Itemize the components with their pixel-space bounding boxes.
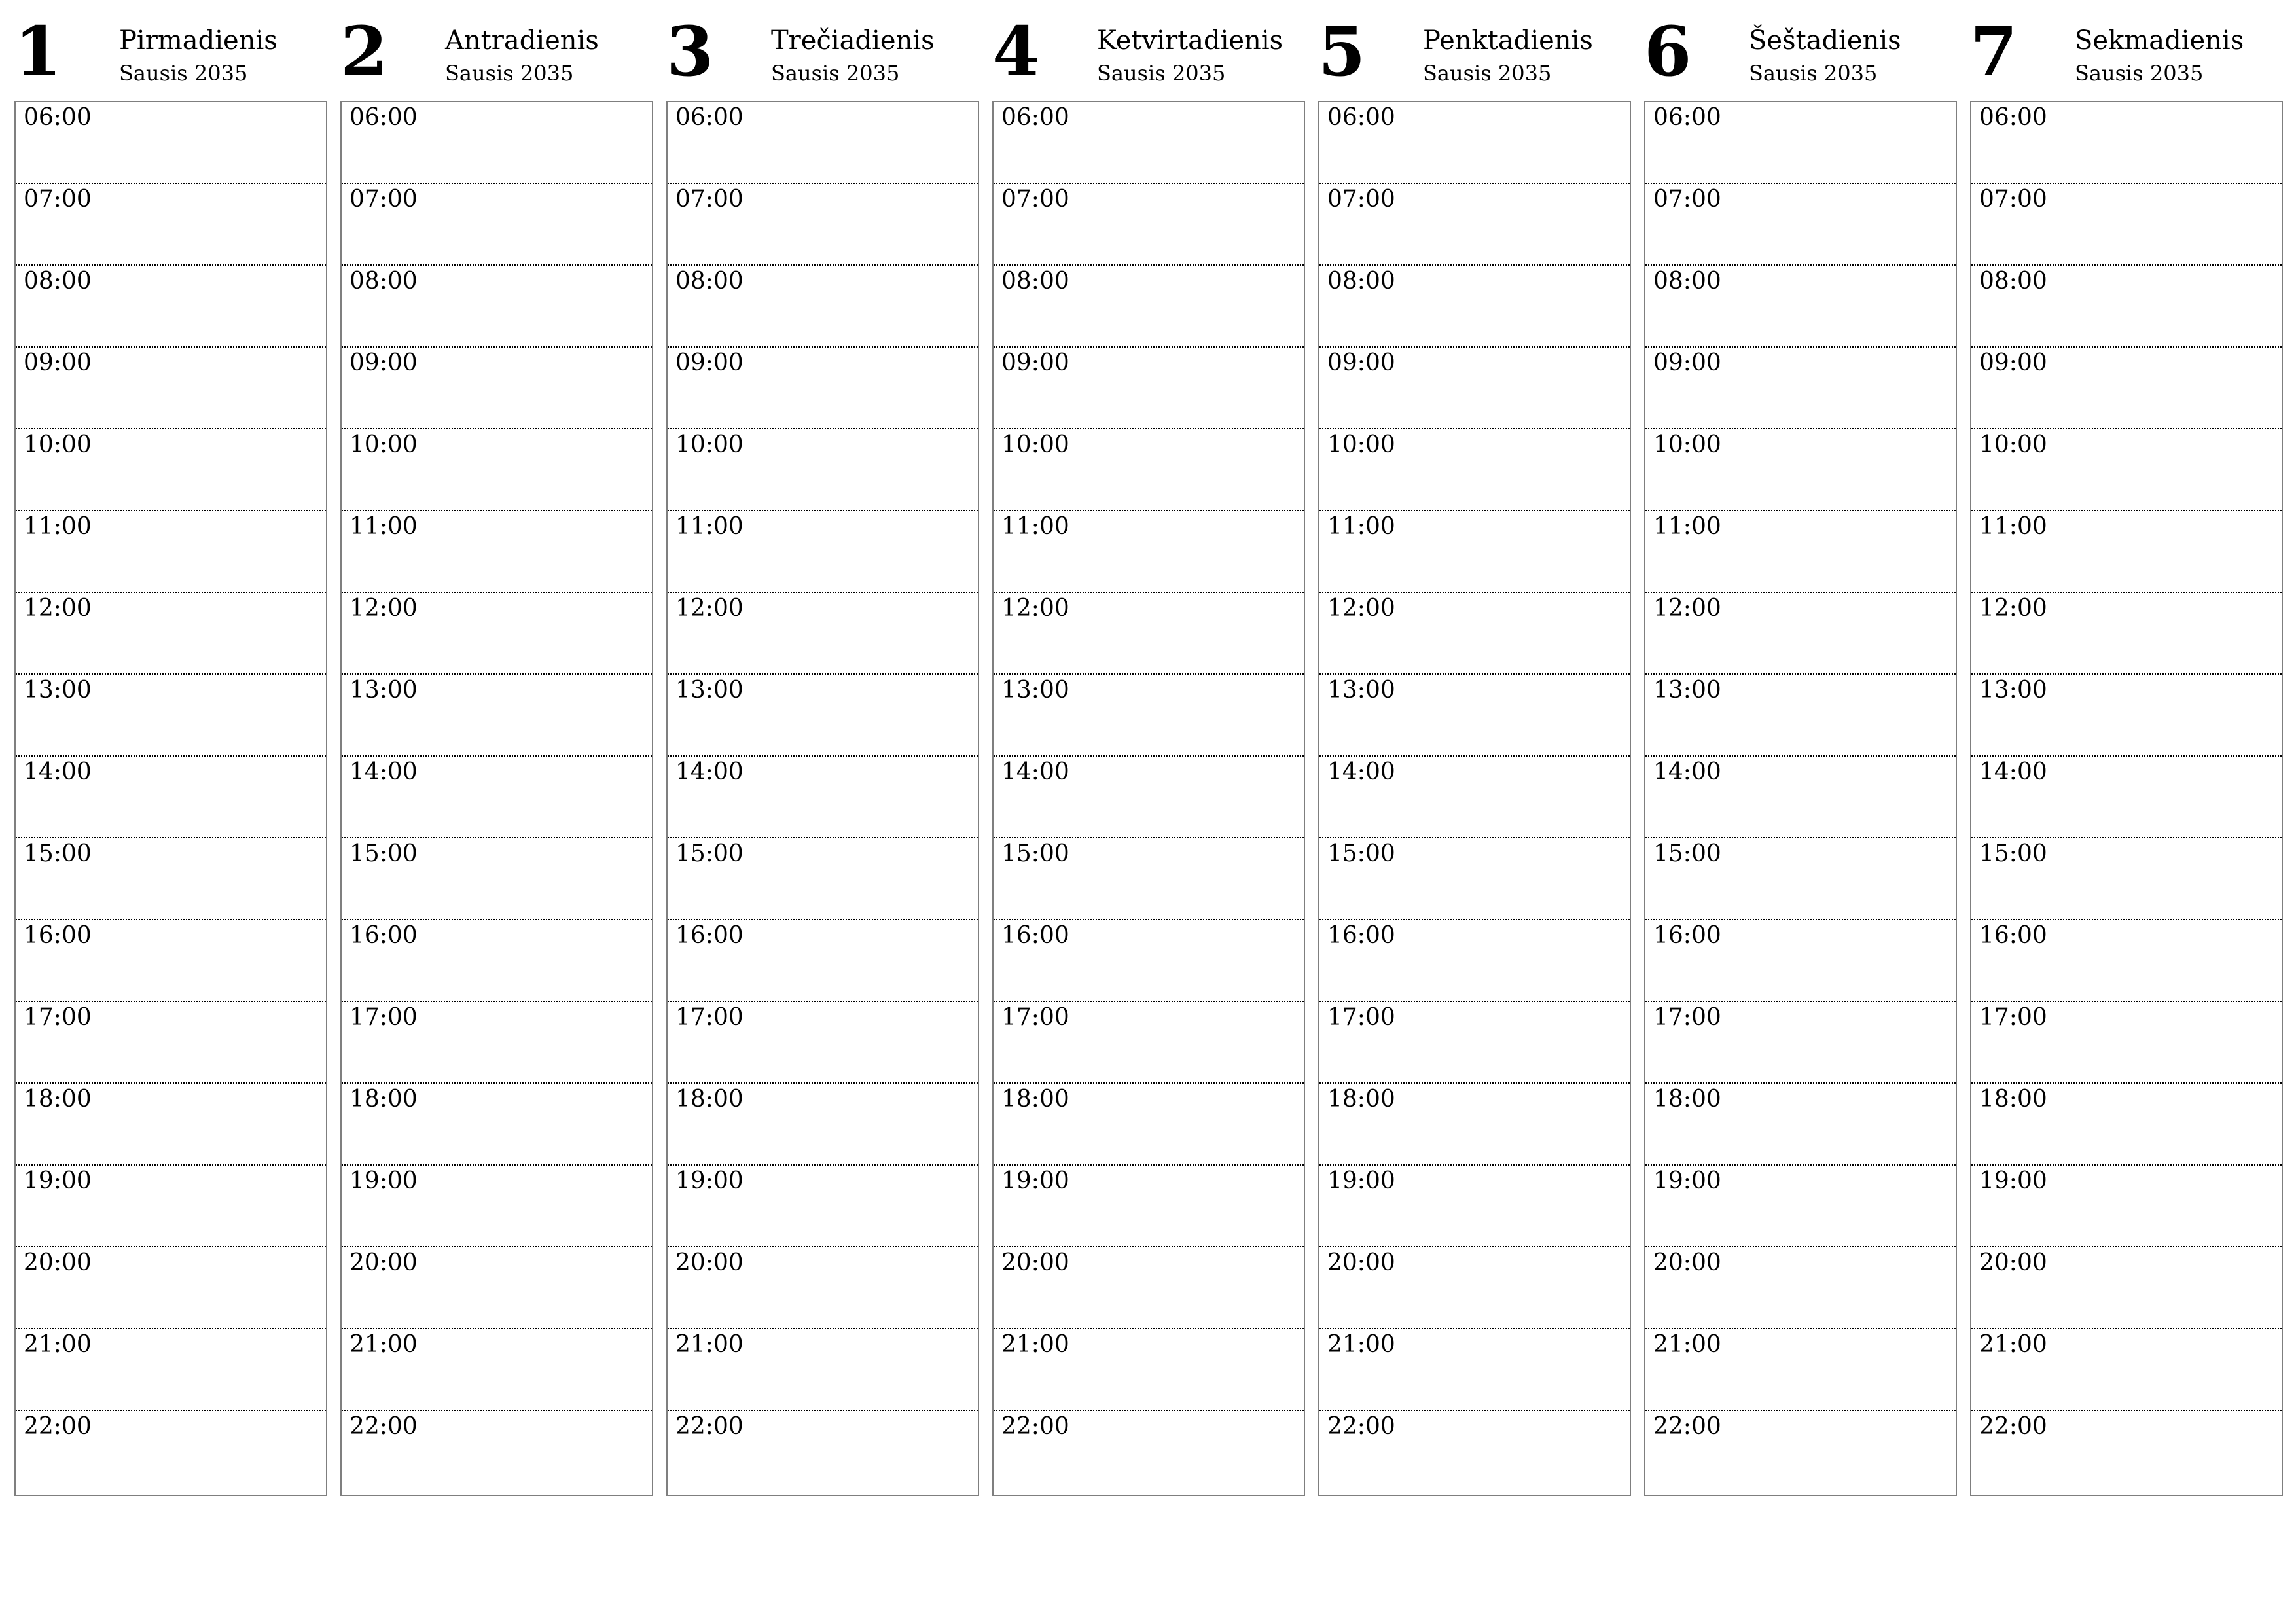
day-month: Sausis 2035 bbox=[2075, 61, 2204, 86]
hour-label: 14:00 bbox=[24, 758, 92, 785]
day-name: Šeštadienis bbox=[1749, 26, 1901, 56]
hour-label: 22:00 bbox=[1001, 1413, 1069, 1440]
day-header bbox=[992, 0, 1305, 99]
hour-label: 13:00 bbox=[350, 677, 418, 704]
day-number: 4 bbox=[992, 11, 1040, 92]
day-column bbox=[1318, 0, 1631, 1440]
hour-label: 16:00 bbox=[1327, 922, 1395, 949]
hour-label: 17:00 bbox=[24, 1004, 92, 1031]
day-column bbox=[666, 0, 979, 1440]
hour-label: 09:00 bbox=[1327, 349, 1395, 376]
hour-label: 21:00 bbox=[675, 1331, 744, 1358]
hour-label: 15:00 bbox=[675, 840, 744, 867]
hour-slot[interactable] bbox=[668, 1247, 978, 1329]
hour-slot[interactable] bbox=[342, 184, 652, 266]
hour-label: 06:00 bbox=[350, 104, 418, 131]
hour-slot[interactable] bbox=[994, 838, 1304, 920]
day-number: 5 bbox=[1318, 11, 1366, 92]
hour-label: 19:00 bbox=[1327, 1168, 1395, 1194]
hour-slot[interactable] bbox=[1645, 593, 1956, 675]
hour-slot[interactable] bbox=[1319, 1166, 1630, 1247]
hour-slot[interactable] bbox=[16, 675, 326, 757]
hour-label: 11:00 bbox=[1001, 513, 1069, 540]
hour-slot[interactable] bbox=[1319, 675, 1630, 757]
hour-label: 08:00 bbox=[1653, 268, 1721, 294]
hour-label: 16:00 bbox=[1979, 922, 2047, 949]
hour-slot[interactable] bbox=[1645, 1084, 1956, 1166]
hour-label: 22:00 bbox=[1653, 1413, 1721, 1440]
hour-slot[interactable] bbox=[994, 593, 1304, 675]
hour-slot[interactable] bbox=[342, 429, 652, 511]
day-schedule-box bbox=[666, 101, 979, 1496]
hour-slot[interactable] bbox=[1971, 429, 2282, 511]
hour-label: 19:00 bbox=[1653, 1168, 1721, 1194]
hour-label: 20:00 bbox=[350, 1249, 418, 1276]
hour-label: 06:00 bbox=[1653, 104, 1721, 131]
hour-slot[interactable] bbox=[994, 1411, 1304, 1493]
hour-slot[interactable] bbox=[1319, 757, 1630, 838]
hour-slot[interactable] bbox=[1645, 1247, 1956, 1329]
hour-slot[interactable] bbox=[342, 266, 652, 348]
hour-slot[interactable] bbox=[1319, 1411, 1630, 1493]
hour-label: 09:00 bbox=[350, 349, 418, 376]
hour-label: 08:00 bbox=[1979, 268, 2047, 294]
hour-label: 17:00 bbox=[1001, 1004, 1069, 1031]
day-column bbox=[1970, 0, 2283, 1440]
hour-label: 10:00 bbox=[1979, 431, 2047, 458]
hour-label: 10:00 bbox=[675, 431, 744, 458]
day-number: 1 bbox=[14, 11, 62, 92]
hour-slot[interactable] bbox=[16, 920, 326, 1002]
day-number: 7 bbox=[1970, 11, 2018, 92]
hour-label: 19:00 bbox=[350, 1168, 418, 1194]
hour-label: 15:00 bbox=[1979, 840, 2047, 867]
day-schedule-box bbox=[1318, 101, 1631, 1496]
hour-label: 13:00 bbox=[24, 677, 92, 704]
hour-slot[interactable] bbox=[342, 675, 652, 757]
hour-slot[interactable] bbox=[1645, 184, 1956, 266]
hour-slot[interactable] bbox=[16, 511, 326, 593]
hour-label: 12:00 bbox=[675, 595, 744, 622]
hour-slot[interactable] bbox=[668, 838, 978, 920]
hour-slot[interactable] bbox=[16, 1002, 326, 1084]
hour-label: 14:00 bbox=[1001, 758, 1069, 785]
hour-slot[interactable] bbox=[342, 593, 652, 675]
hour-slot[interactable] bbox=[1971, 511, 2282, 593]
hour-label: 12:00 bbox=[1001, 595, 1069, 622]
hour-label: 18:00 bbox=[1327, 1086, 1395, 1113]
hour-slot[interactable] bbox=[16, 102, 326, 184]
hour-label: 08:00 bbox=[1001, 268, 1069, 294]
hour-slot[interactable] bbox=[16, 1411, 326, 1493]
hour-slot[interactable] bbox=[1645, 102, 1956, 184]
day-header bbox=[1644, 0, 1957, 99]
hour-slot[interactable] bbox=[342, 1166, 652, 1247]
hour-slot[interactable] bbox=[342, 1002, 652, 1084]
day-name: Antradienis bbox=[445, 26, 599, 56]
day-schedule-box bbox=[1970, 101, 2283, 1496]
hour-label: 09:00 bbox=[1001, 349, 1069, 376]
hour-slot[interactable] bbox=[1645, 348, 1956, 429]
hour-label: 16:00 bbox=[350, 922, 418, 949]
hour-slot[interactable] bbox=[1645, 1002, 1956, 1084]
hour-label: 14:00 bbox=[350, 758, 418, 785]
hour-label: 08:00 bbox=[1327, 268, 1395, 294]
hour-slot[interactable] bbox=[668, 920, 978, 1002]
hour-label: 18:00 bbox=[350, 1086, 418, 1113]
hour-label: 10:00 bbox=[1653, 431, 1721, 458]
hour-label: 22:00 bbox=[350, 1413, 418, 1440]
hour-label: 20:00 bbox=[1001, 1249, 1069, 1276]
hour-label: 10:00 bbox=[350, 431, 418, 458]
hour-label: 17:00 bbox=[1979, 1004, 2047, 1031]
hour-slot[interactable] bbox=[342, 102, 652, 184]
hour-label: 13:00 bbox=[1327, 677, 1395, 704]
hour-label: 07:00 bbox=[675, 186, 744, 213]
hour-label: 07:00 bbox=[1327, 186, 1395, 213]
hour-label: 07:00 bbox=[1001, 186, 1069, 213]
hour-label: 08:00 bbox=[675, 268, 744, 294]
hour-label: 13:00 bbox=[675, 677, 744, 704]
hour-slot[interactable] bbox=[1971, 838, 2282, 920]
hour-label: 16:00 bbox=[24, 922, 92, 949]
day-schedule-box bbox=[14, 101, 327, 1496]
hour-slot[interactable] bbox=[668, 184, 978, 266]
hour-slot[interactable] bbox=[1319, 266, 1630, 348]
hour-slot[interactable] bbox=[1319, 429, 1630, 511]
hour-slot[interactable] bbox=[16, 348, 326, 429]
hour-slot[interactable] bbox=[16, 266, 326, 348]
hour-slot[interactable] bbox=[1319, 1247, 1630, 1329]
day-name: Trečiadienis bbox=[771, 26, 935, 56]
hour-label: 16:00 bbox=[1001, 922, 1069, 949]
hour-label: 20:00 bbox=[1979, 1249, 2047, 1276]
hour-label: 19:00 bbox=[24, 1168, 92, 1194]
day-number: 6 bbox=[1644, 11, 1692, 92]
hour-slot[interactable] bbox=[668, 1329, 978, 1411]
hour-label: 14:00 bbox=[675, 758, 744, 785]
hour-label: 08:00 bbox=[24, 268, 92, 294]
hour-slot[interactable] bbox=[668, 757, 978, 838]
hour-label: 20:00 bbox=[1327, 1249, 1395, 1276]
hour-slot[interactable] bbox=[668, 1166, 978, 1247]
hour-label: 22:00 bbox=[675, 1413, 744, 1440]
day-month: Sausis 2035 bbox=[119, 61, 248, 86]
hour-slot[interactable] bbox=[16, 593, 326, 675]
hour-label: 06:00 bbox=[24, 104, 92, 131]
hour-slot[interactable] bbox=[994, 184, 1304, 266]
hour-label: 22:00 bbox=[24, 1413, 92, 1440]
hour-slot[interactable] bbox=[1645, 1329, 1956, 1411]
hour-slot[interactable] bbox=[994, 266, 1304, 348]
hour-slot[interactable] bbox=[1971, 593, 2282, 675]
hour-slot[interactable] bbox=[1971, 1084, 2282, 1166]
hour-slot[interactable] bbox=[1971, 1002, 2282, 1084]
hour-label: 13:00 bbox=[1979, 677, 2047, 704]
hour-slot[interactable] bbox=[1971, 348, 2282, 429]
hour-slot[interactable] bbox=[16, 429, 326, 511]
hour-slot[interactable] bbox=[16, 1329, 326, 1411]
hour-label: 15:00 bbox=[1001, 840, 1069, 867]
day-header bbox=[1970, 0, 2283, 99]
hour-slot[interactable] bbox=[994, 1166, 1304, 1247]
hour-label: 16:00 bbox=[675, 922, 744, 949]
hour-slot[interactable] bbox=[1319, 184, 1630, 266]
hour-slot[interactable] bbox=[668, 593, 978, 675]
hour-label: 12:00 bbox=[1653, 595, 1721, 622]
hour-label: 09:00 bbox=[1979, 349, 2047, 376]
hour-slot[interactable] bbox=[1319, 593, 1630, 675]
hour-slot[interactable] bbox=[668, 675, 978, 757]
day-column bbox=[14, 0, 327, 1440]
hour-label: 17:00 bbox=[350, 1004, 418, 1031]
hour-slot[interactable] bbox=[994, 1002, 1304, 1084]
hour-slot[interactable] bbox=[668, 1002, 978, 1084]
hour-label: 14:00 bbox=[1327, 758, 1395, 785]
hour-slot[interactable] bbox=[1645, 675, 1956, 757]
hour-label: 18:00 bbox=[24, 1086, 92, 1113]
hour-slot[interactable] bbox=[16, 838, 326, 920]
hour-slot[interactable] bbox=[668, 429, 978, 511]
hour-slot[interactable] bbox=[994, 1329, 1304, 1411]
hour-label: 07:00 bbox=[1979, 186, 2047, 213]
hour-label: 09:00 bbox=[675, 349, 744, 376]
hour-label: 14:00 bbox=[1979, 758, 2047, 785]
hour-label: 07:00 bbox=[350, 186, 418, 213]
day-name: Pirmadienis bbox=[119, 26, 278, 56]
hour-slot[interactable] bbox=[342, 511, 652, 593]
hour-label: 22:00 bbox=[1327, 1413, 1395, 1440]
hour-label: 10:00 bbox=[24, 431, 92, 458]
hour-slot[interactable] bbox=[16, 1084, 326, 1166]
hour-slot[interactable] bbox=[1319, 511, 1630, 593]
day-name: Penktadienis bbox=[1423, 26, 1593, 56]
hour-label: 19:00 bbox=[1979, 1168, 2047, 1194]
day-column bbox=[340, 0, 653, 1440]
hour-label: 11:00 bbox=[675, 513, 744, 540]
day-number: 2 bbox=[340, 11, 388, 92]
hour-label: 16:00 bbox=[1653, 922, 1721, 949]
hour-label: 10:00 bbox=[1327, 431, 1395, 458]
hour-slot[interactable] bbox=[668, 348, 978, 429]
hour-slot[interactable] bbox=[994, 429, 1304, 511]
hour-slot[interactable] bbox=[342, 348, 652, 429]
hour-label: 21:00 bbox=[1001, 1331, 1069, 1358]
hour-slot[interactable] bbox=[1319, 1002, 1630, 1084]
day-header bbox=[1318, 0, 1631, 99]
day-number: 3 bbox=[666, 11, 714, 92]
hour-label: 13:00 bbox=[1001, 677, 1069, 704]
day-column bbox=[992, 0, 1305, 1440]
hour-label: 17:00 bbox=[675, 1004, 744, 1031]
hour-label: 12:00 bbox=[1979, 595, 2047, 622]
hour-label: 12:00 bbox=[24, 595, 92, 622]
hour-label: 18:00 bbox=[1653, 1086, 1721, 1113]
day-month: Sausis 2035 bbox=[1749, 61, 1878, 86]
hour-slot[interactable] bbox=[994, 920, 1304, 1002]
hour-slot[interactable] bbox=[1971, 1329, 2282, 1411]
hour-slot[interactable] bbox=[1971, 757, 2282, 838]
hour-slot[interactable] bbox=[668, 1084, 978, 1166]
day-header bbox=[340, 0, 653, 99]
hour-slot[interactable] bbox=[668, 102, 978, 184]
hour-slot[interactable] bbox=[668, 266, 978, 348]
hour-label: 17:00 bbox=[1327, 1004, 1395, 1031]
hour-slot[interactable] bbox=[1645, 1411, 1956, 1493]
hour-label: 13:00 bbox=[1653, 677, 1721, 704]
day-schedule-box bbox=[340, 101, 653, 1496]
hour-slot[interactable] bbox=[994, 1084, 1304, 1166]
hour-label: 09:00 bbox=[24, 349, 92, 376]
hour-label: 11:00 bbox=[1327, 513, 1395, 540]
hour-slot[interactable] bbox=[16, 757, 326, 838]
hour-label: 18:00 bbox=[1001, 1086, 1069, 1113]
hour-slot[interactable] bbox=[1645, 429, 1956, 511]
hour-slot[interactable] bbox=[1645, 1166, 1956, 1247]
day-column bbox=[1644, 0, 1957, 1440]
hour-label: 18:00 bbox=[675, 1086, 744, 1113]
hour-label: 14:00 bbox=[1653, 758, 1721, 785]
hour-label: 15:00 bbox=[1327, 840, 1395, 867]
hour-label: 11:00 bbox=[1979, 513, 2047, 540]
hour-slot[interactable] bbox=[994, 102, 1304, 184]
hour-slot[interactable] bbox=[1645, 757, 1956, 838]
hour-label: 06:00 bbox=[1979, 104, 2047, 131]
hour-label: 11:00 bbox=[1653, 513, 1721, 540]
day-month: Sausis 2035 bbox=[1423, 61, 1552, 86]
hour-slot[interactable] bbox=[1971, 184, 2282, 266]
hour-slot[interactable] bbox=[1319, 1329, 1630, 1411]
hour-label: 20:00 bbox=[24, 1249, 92, 1276]
day-month: Sausis 2035 bbox=[771, 61, 900, 86]
hour-slot[interactable] bbox=[342, 1411, 652, 1493]
day-header bbox=[666, 0, 979, 99]
hour-slot[interactable] bbox=[1319, 102, 1630, 184]
hour-label: 07:00 bbox=[24, 186, 92, 213]
hour-slot[interactable] bbox=[16, 1166, 326, 1247]
hour-label: 20:00 bbox=[1653, 1249, 1721, 1276]
hour-slot[interactable] bbox=[1971, 266, 2282, 348]
day-schedule-box bbox=[1644, 101, 1957, 1496]
hour-slot[interactable] bbox=[1971, 1247, 2282, 1329]
hour-slot[interactable] bbox=[342, 1084, 652, 1166]
hour-slot[interactable] bbox=[1971, 1411, 2282, 1493]
hour-label: 19:00 bbox=[1001, 1168, 1069, 1194]
hour-slot[interactable] bbox=[1319, 920, 1630, 1002]
hour-slot[interactable] bbox=[1319, 838, 1630, 920]
hour-label: 12:00 bbox=[350, 595, 418, 622]
day-header bbox=[14, 0, 327, 99]
hour-label: 17:00 bbox=[1653, 1004, 1721, 1031]
hour-slot[interactable] bbox=[668, 511, 978, 593]
hour-label: 21:00 bbox=[350, 1331, 418, 1358]
hour-label: 11:00 bbox=[24, 513, 92, 540]
hour-slot[interactable] bbox=[994, 1247, 1304, 1329]
hour-slot[interactable] bbox=[994, 348, 1304, 429]
hour-label: 08:00 bbox=[350, 268, 418, 294]
hour-label: 21:00 bbox=[1653, 1331, 1721, 1358]
hour-slot[interactable] bbox=[994, 511, 1304, 593]
hour-slot[interactable] bbox=[1971, 102, 2282, 184]
day-month: Sausis 2035 bbox=[1097, 61, 1226, 86]
hour-slot[interactable] bbox=[994, 675, 1304, 757]
hour-slot[interactable] bbox=[1645, 838, 1956, 920]
hour-label: 21:00 bbox=[1979, 1331, 2047, 1358]
hour-slot[interactable] bbox=[1971, 675, 2282, 757]
hour-slot[interactable] bbox=[342, 920, 652, 1002]
hour-label: 11:00 bbox=[350, 513, 418, 540]
hour-slot[interactable] bbox=[1319, 1084, 1630, 1166]
hour-label: 22:00 bbox=[1979, 1413, 2047, 1440]
hour-slot[interactable] bbox=[668, 1411, 978, 1493]
hour-slot[interactable] bbox=[1645, 511, 1956, 593]
hour-label: 20:00 bbox=[675, 1249, 744, 1276]
hour-label: 21:00 bbox=[1327, 1331, 1395, 1358]
hour-label: 06:00 bbox=[1327, 104, 1395, 131]
day-name: Sekmadienis bbox=[2075, 26, 2244, 56]
day-name: Ketvirtadienis bbox=[1097, 26, 1283, 56]
hour-label: 15:00 bbox=[24, 840, 92, 867]
hour-slot[interactable] bbox=[342, 1247, 652, 1329]
hour-label: 15:00 bbox=[1653, 840, 1721, 867]
hour-slot[interactable] bbox=[1971, 1166, 2282, 1247]
hour-label: 09:00 bbox=[1653, 349, 1721, 376]
hour-slot[interactable] bbox=[16, 1247, 326, 1329]
hour-label: 18:00 bbox=[1979, 1086, 2047, 1113]
hour-slot[interactable] bbox=[1645, 920, 1956, 1002]
hour-label: 06:00 bbox=[675, 104, 744, 131]
hour-slot[interactable] bbox=[342, 1329, 652, 1411]
hour-slot[interactable] bbox=[1319, 348, 1630, 429]
hour-label: 10:00 bbox=[1001, 431, 1069, 458]
hour-slot[interactable] bbox=[1645, 266, 1956, 348]
day-schedule-box bbox=[992, 101, 1305, 1496]
hour-label: 06:00 bbox=[1001, 104, 1069, 131]
hour-slot[interactable] bbox=[342, 757, 652, 838]
hour-label: 19:00 bbox=[675, 1168, 744, 1194]
hour-slot[interactable] bbox=[994, 757, 1304, 838]
hour-label: 21:00 bbox=[24, 1331, 92, 1358]
hour-label: 07:00 bbox=[1653, 186, 1721, 213]
day-month: Sausis 2035 bbox=[445, 61, 574, 86]
hour-label: 15:00 bbox=[350, 840, 418, 867]
hour-label: 12:00 bbox=[1327, 595, 1395, 622]
hour-slot[interactable] bbox=[1971, 920, 2282, 1002]
hour-slot[interactable] bbox=[16, 184, 326, 266]
hour-slot[interactable] bbox=[342, 838, 652, 920]
